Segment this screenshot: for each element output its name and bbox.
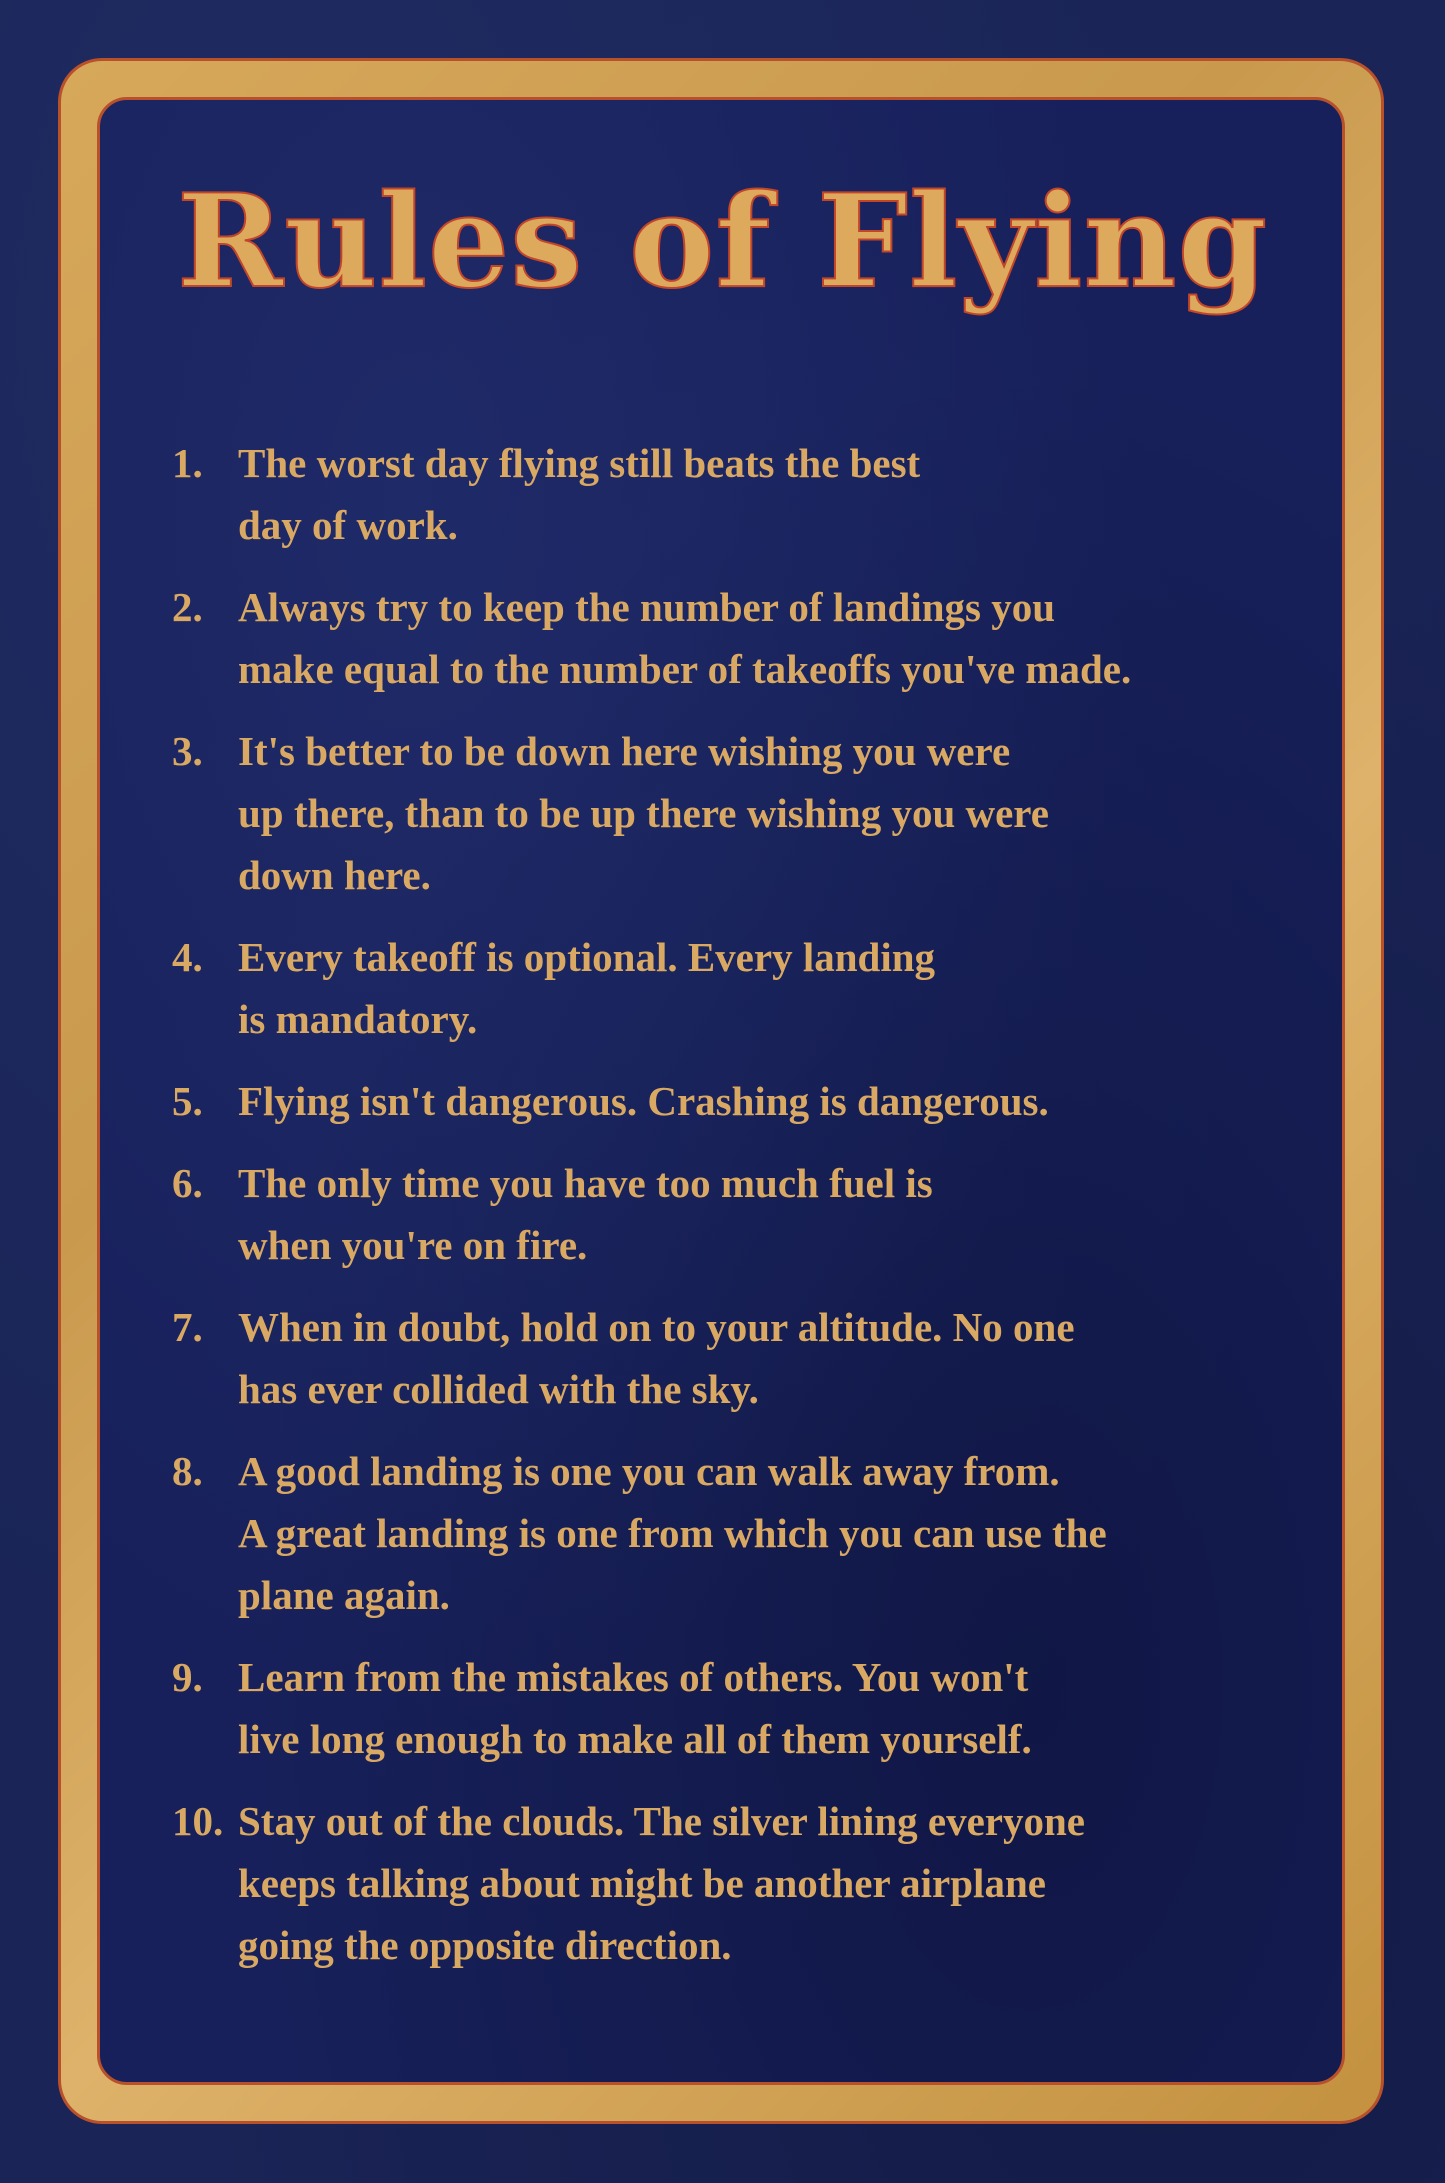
rule-text: When in doubt, hold on to your altitude. No one has ever collided with the sky. bbox=[238, 1304, 1075, 1412]
rule-item-10 bbox=[172, 1790, 1332, 1976]
rule-number: 6. bbox=[172, 1160, 203, 1206]
rule-number: 10. bbox=[172, 1798, 224, 1844]
rule-text: The only time you have too much fuel is when you're on fire. bbox=[238, 1160, 933, 1268]
rule-number: 7. bbox=[172, 1304, 203, 1350]
rule-text: It's better to be down here wishing you were up there, than to be up there wishing you were down here. bbox=[238, 728, 1049, 898]
rule-number: 1. bbox=[172, 440, 203, 486]
page-title: Rules of Flying bbox=[176, 167, 1269, 317]
rule-item-2 bbox=[172, 576, 1332, 700]
rule-number: 3. bbox=[172, 728, 203, 774]
rules-list bbox=[172, 432, 1332, 1996]
rule-text: The worst day flying still beats the best day of work. bbox=[238, 440, 921, 548]
rule-item-9 bbox=[172, 1646, 1332, 1770]
rule-text: Stay out of the clouds. The silver lining everyone keeps talking about might be another airplane going the opposite direction. bbox=[238, 1798, 1085, 1968]
rule-text: Always try to keep the number of landings you make equal to the number of takeoffs you've made. bbox=[238, 584, 1132, 692]
rule-number: 9. bbox=[172, 1654, 203, 1700]
rule-text: A good landing is one you can walk away from. A great landing is one from which you can use the plane again. bbox=[238, 1448, 1107, 1618]
rule-text: Every takeoff is optional. Every landing is mandatory. bbox=[238, 934, 936, 1042]
rule-number: 4. bbox=[172, 934, 203, 980]
rule-item-8 bbox=[172, 1440, 1332, 1626]
rule-item-1 bbox=[172, 432, 1332, 556]
rule-text: Flying isn't dangerous. Crashing is dangerous. bbox=[238, 1078, 1049, 1124]
rule-item-4 bbox=[172, 926, 1332, 1050]
rule-item-6 bbox=[172, 1152, 1332, 1276]
rule-item-3 bbox=[172, 720, 1332, 906]
rule-number: 8. bbox=[172, 1448, 203, 1494]
rule-text: Learn from the mistakes of others. You won't live long enough to make all of them yourself. bbox=[238, 1654, 1032, 1762]
rule-item-5 bbox=[172, 1070, 1332, 1132]
rule-number: 5. bbox=[172, 1078, 203, 1124]
rule-number: 2. bbox=[172, 584, 203, 630]
rule-item-7 bbox=[172, 1296, 1332, 1420]
